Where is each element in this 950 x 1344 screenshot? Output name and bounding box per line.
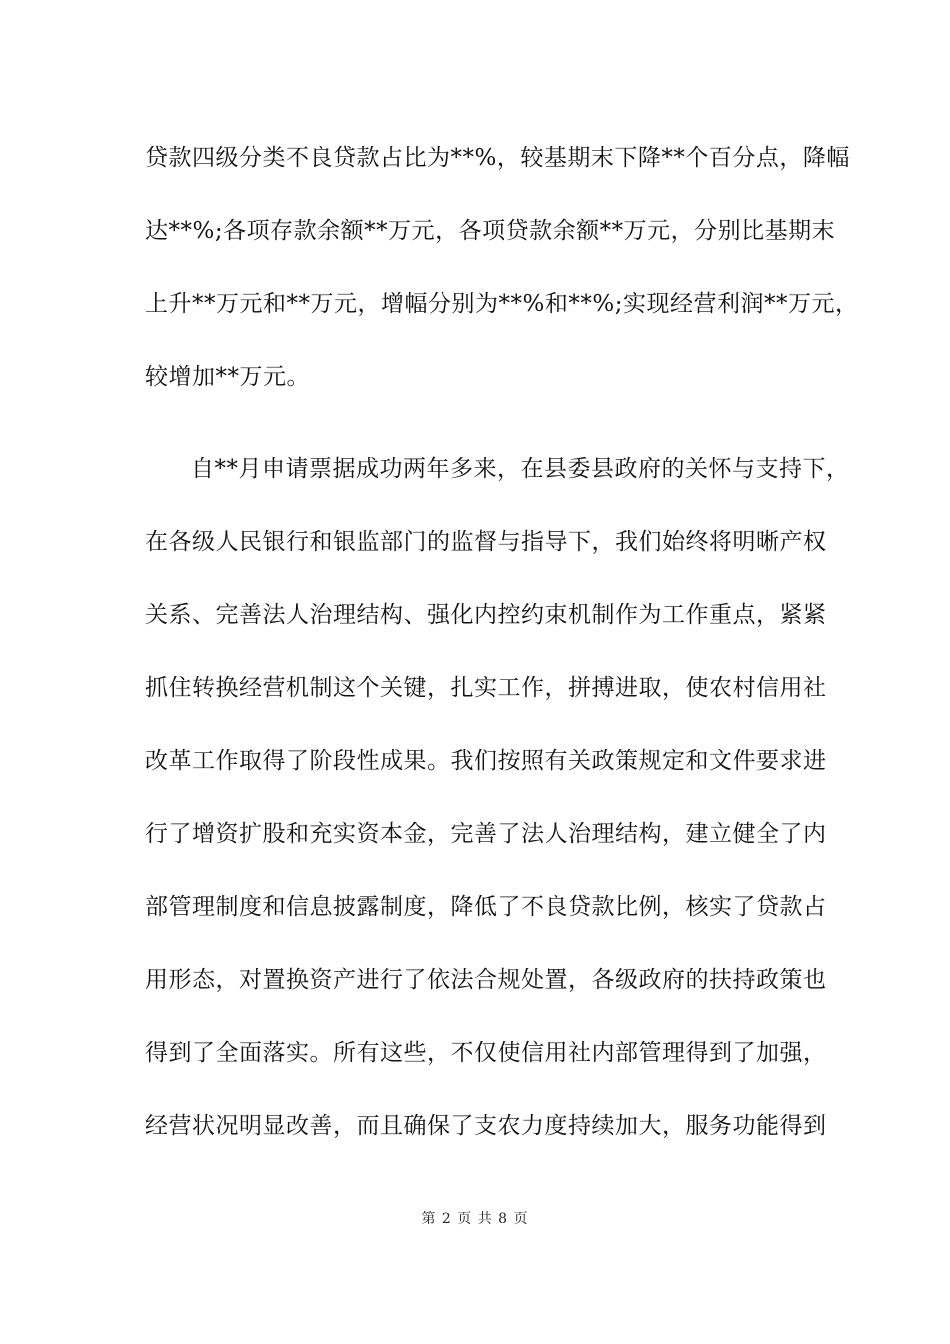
- text-line: 改革工作取得了阶段性成果。我们按照有关政策规定和文件要求进: [145, 748, 827, 774]
- text-line: 关系、完善法人治理结构、强化内控约束机制作为工作重点，紧紧: [145, 602, 827, 628]
- text-line: 行了增资扩股和充实资本金，完善了法人治理结构，建立健全了内: [145, 821, 827, 847]
- text-line: 在各级人民银行和银监部门的监督与指导下，我们始终将明晰产权: [145, 529, 827, 555]
- text-line: 部管理制度和信息披露制度，降低了不良贷款比例，核实了贷款占: [145, 894, 827, 920]
- paragraph-gap: [145, 420, 815, 439]
- text-line: 达**%;各项存款余额**万元，各项贷款余额**万元，分别比基期末: [145, 218, 836, 244]
- paragraph-1: [145, 128, 859, 420]
- body-text: [145, 128, 859, 1169]
- page-number-footer: 第 2 页 共 8 页: [421, 1211, 529, 1227]
- text-line: 抓住转换经营机制这个关键，扎实工作，拼搏进取，使农村信用社: [145, 675, 827, 701]
- text-line: 经营状况明显改善，而且确保了支农力度持续加大，服务功能得到: [145, 1113, 827, 1139]
- text-line: 上升**万元和**万元，增幅分别为**%和**%;实现经营利润**万元，: [145, 291, 859, 317]
- text-line: 较增加**万元。: [145, 364, 310, 390]
- text-line: 得到了全面落实。所有这些，不仅使信用社内部管理得到了加强，: [145, 1040, 827, 1066]
- text-line: 贷款四级分类不良贷款占比为**%，较基期末下降**个百分点，降幅: [145, 145, 850, 171]
- paragraph-2: [145, 439, 850, 1169]
- text-line: 自**月申请票据成功两年多来，在县委县政府的关怀与支持下，: [191, 456, 850, 482]
- text-line: 用形态，对置换资产进行了依法合规处置，各级政府的扶持政策也: [145, 967, 827, 993]
